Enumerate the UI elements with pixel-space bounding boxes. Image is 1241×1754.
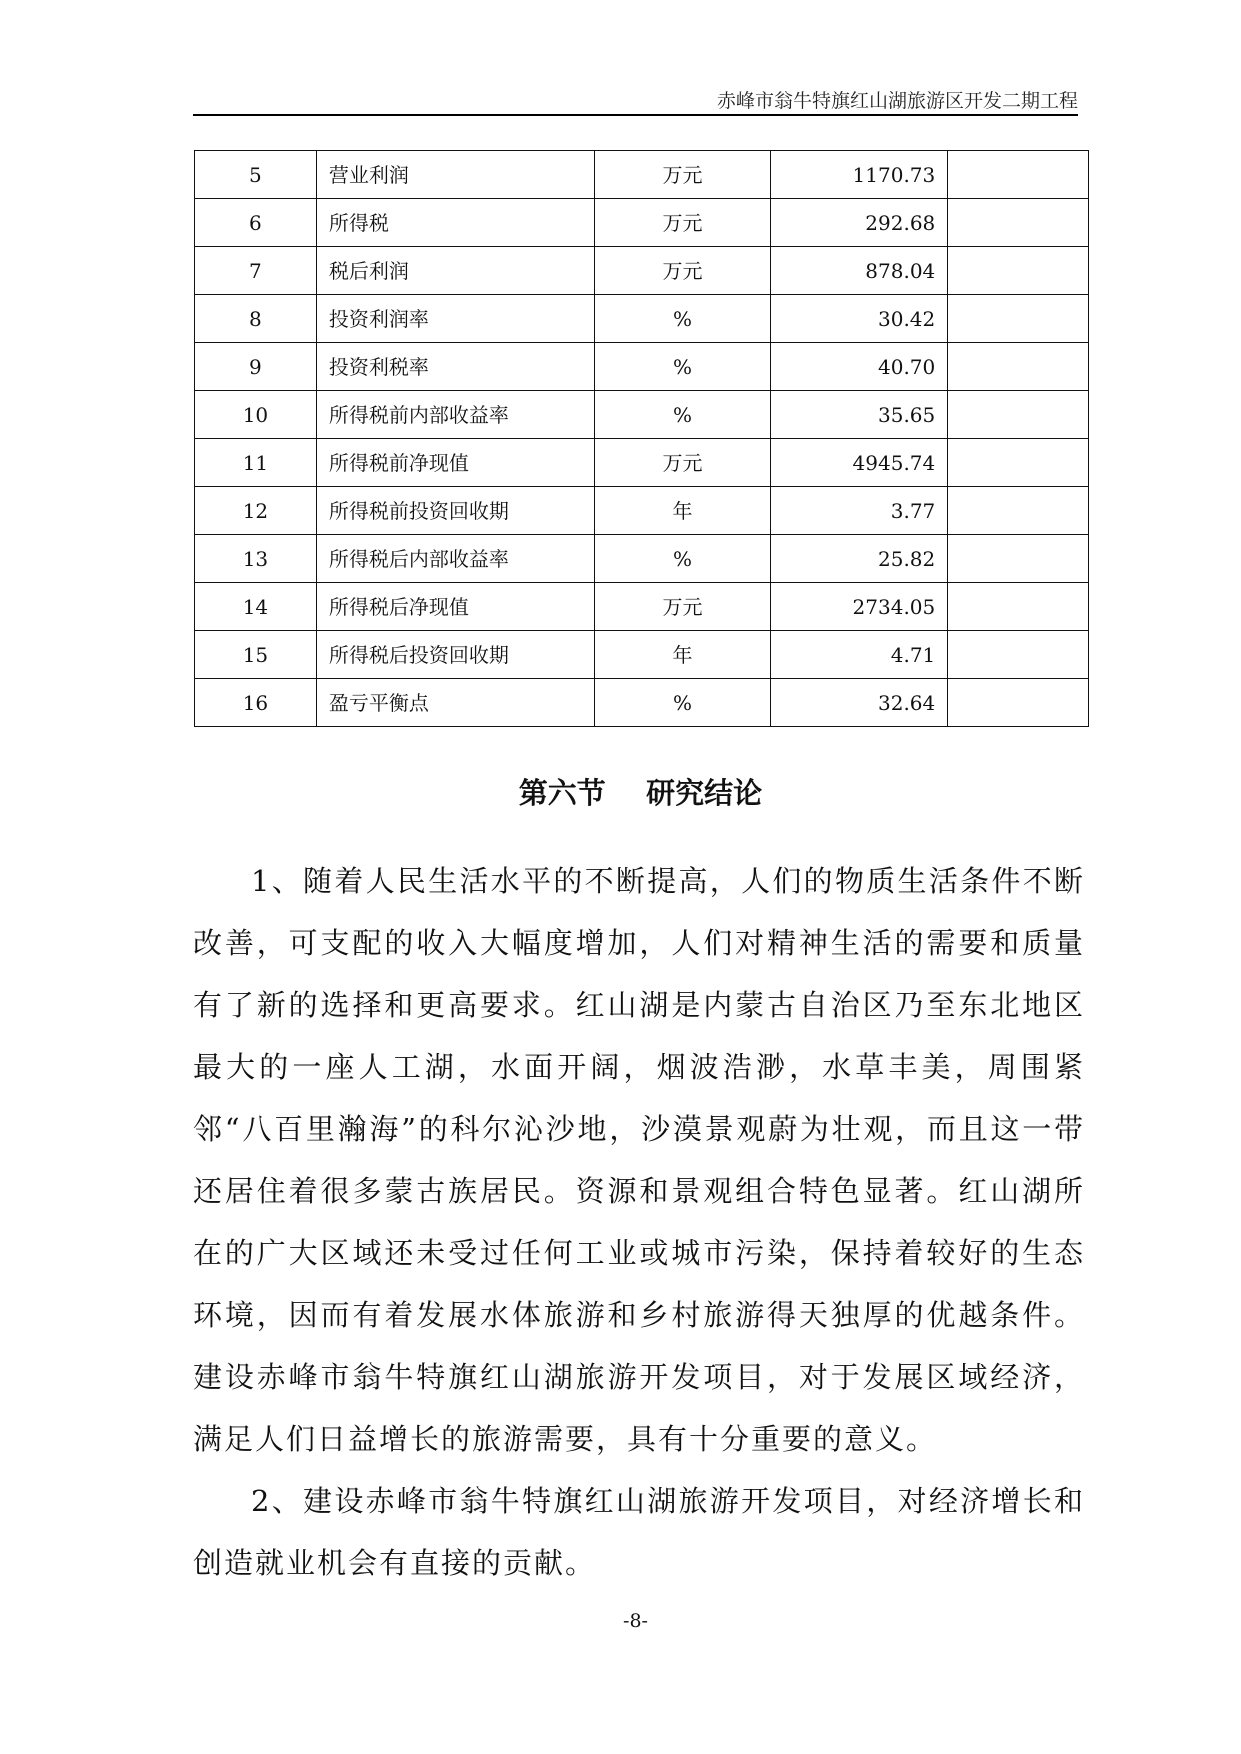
- page-number: -8-: [623, 1610, 648, 1632]
- note-cell: [948, 151, 1089, 199]
- indicator-name-cell: 投资利润率: [316, 295, 594, 343]
- table-row: [195, 535, 1089, 583]
- unit-cell: %: [594, 535, 770, 583]
- paragraph-2: 2、建设赤峰市翁牛特旗红山湖旅游开发项目，对经济增长和创造就业机会有直接的贡献。: [193, 1484, 1085, 1580]
- unit-cell: %: [594, 343, 770, 391]
- indicator-name-cell: 税后利润: [316, 247, 594, 295]
- row-number-cell: 14: [195, 583, 317, 631]
- value-cell: 35.65: [771, 391, 948, 439]
- indicator-name-cell: 所得税: [316, 199, 594, 247]
- indicator-name-cell: 营业利润: [316, 151, 594, 199]
- note-cell: [948, 247, 1089, 295]
- running-header: 赤峰市翁牛特旗红山湖旅游区开发二期工程: [716, 90, 1078, 112]
- value-cell: 2734.05: [771, 583, 948, 631]
- note-cell: [948, 487, 1089, 535]
- table-row: [195, 151, 1089, 199]
- table-body: [195, 151, 1089, 727]
- unit-cell: %: [594, 679, 770, 727]
- value-cell: 878.04: [771, 247, 948, 295]
- table-row: [195, 295, 1089, 343]
- row-number-cell: 6: [195, 199, 317, 247]
- unit-cell: 年: [594, 631, 770, 679]
- indicator-name-cell: 所得税后内部收益率: [316, 535, 594, 583]
- row-number-cell: 9: [195, 343, 317, 391]
- unit-cell: 万元: [594, 583, 770, 631]
- value-cell: 4.71: [771, 631, 948, 679]
- indicator-name-cell: 所得税后净现值: [316, 583, 594, 631]
- table-row: [195, 247, 1089, 295]
- value-cell: 40.70: [771, 343, 948, 391]
- table-row: [195, 343, 1089, 391]
- value-cell: 4945.74: [771, 439, 948, 487]
- note-cell: [948, 199, 1089, 247]
- table-row: [195, 391, 1089, 439]
- indicator-name-cell: 盈亏平衡点: [316, 679, 594, 727]
- row-number-cell: 5: [195, 151, 317, 199]
- row-number-cell: 16: [195, 679, 317, 727]
- unit-cell: %: [594, 295, 770, 343]
- unit-cell: %: [594, 391, 770, 439]
- indicator-name-cell: 所得税前内部收益率: [316, 391, 594, 439]
- indicator-name-cell: 所得税后投资回收期: [316, 631, 594, 679]
- note-cell: [948, 679, 1089, 727]
- value-cell: 292.68: [771, 199, 948, 247]
- indicator-name-cell: 所得税前净现值: [316, 439, 594, 487]
- value-cell: 3.77: [771, 487, 948, 535]
- table-row: [195, 487, 1089, 535]
- row-number-cell: 10: [195, 391, 317, 439]
- note-cell: [948, 439, 1089, 487]
- conclusion-body: [193, 850, 1085, 1594]
- section-title: 第六节 研究结论: [518, 776, 763, 810]
- note-cell: [948, 631, 1089, 679]
- row-number-cell: 11: [195, 439, 317, 487]
- value-cell: 1170.73: [771, 151, 948, 199]
- header-rule: [193, 114, 1078, 116]
- indicator-name-cell: 投资利税率: [316, 343, 594, 391]
- table-row: [195, 583, 1089, 631]
- row-number-cell: 12: [195, 487, 317, 535]
- financial-indicators-table: [194, 150, 1089, 727]
- note-cell: [948, 343, 1089, 391]
- row-number-cell: 8: [195, 295, 317, 343]
- indicator-name-cell: 所得税前投资回收期: [316, 487, 594, 535]
- unit-cell: 万元: [594, 151, 770, 199]
- note-cell: [948, 583, 1089, 631]
- paragraph-1: 1、随着人民生活水平的不断提高，人们的物质生活条件不断改善，可支配的收入大幅度增加，人们对精神生活的需要和质量有了新的选择和更高要求。红山湖是内蒙古自治区乃至东北地区最大的一座人工湖，水面开阔，烟波浩渺，水草丰美，周围紧邻“八百里瀚海”的科尔沁沙地，沙漠景观蔚为壮观，而且这一带还居住着很多蒙古族居民。资源和景观组合特色显著。红山湖所在的广大区域还未受过任何工业或城市污染，保持着较好的生态环境，因而有着发展水体旅游和乡村旅游得天独厚的优越条件。建设赤峰市翁牛特旗红山湖旅游开发项目，对于发展区域经济，满足人们日益增长的旅游需要，具有十分重要的意义。: [193, 864, 1085, 1456]
- table-row: [195, 679, 1089, 727]
- table-row: [195, 199, 1089, 247]
- table-row: [195, 439, 1089, 487]
- table-row: [195, 631, 1089, 679]
- unit-cell: 万元: [594, 199, 770, 247]
- note-cell: [948, 295, 1089, 343]
- note-cell: [948, 391, 1089, 439]
- row-number-cell: 7: [195, 247, 317, 295]
- unit-cell: 万元: [594, 247, 770, 295]
- note-cell: [948, 535, 1089, 583]
- value-cell: 30.42: [771, 295, 948, 343]
- value-cell: 32.64: [771, 679, 948, 727]
- unit-cell: 万元: [594, 439, 770, 487]
- row-number-cell: 15: [195, 631, 317, 679]
- row-number-cell: 13: [195, 535, 317, 583]
- value-cell: 25.82: [771, 535, 948, 583]
- unit-cell: 年: [594, 487, 770, 535]
